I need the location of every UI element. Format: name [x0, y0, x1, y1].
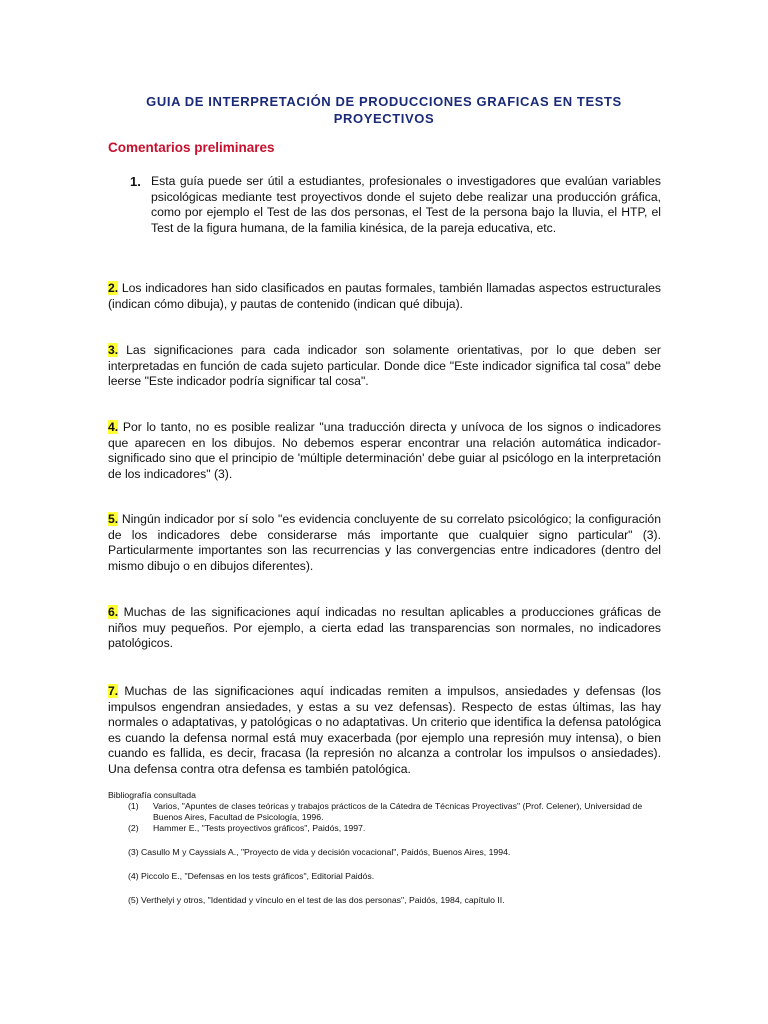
bibliography-ref: [108, 801, 668, 823]
list-item: [108, 684, 661, 778]
bibliography-heading: Bibliografía consultada: [108, 790, 196, 800]
list-item: [108, 420, 661, 482]
item-number: 7.: [108, 684, 119, 698]
document-title: [108, 93, 660, 127]
item-text: Esta guía puede ser útil a estudiantes, profesionales o investigadores que evalúan variables psicológicas mediante test proyectivos donde el sujeto debe realizar una producción gráfica, como por ejemplo el Test de las dos personas, el Test de la persona bajo la lluvia, el HTP, el Test de la figura humana, de la familia kinésica, de la pareja educativa, etc.: [151, 174, 661, 235]
item-text: Las significaciones para cada indicador son solamente orientativas, por lo que deben ser interpretadas en función de cada sujeto particular. Donde dice "Este indicador significa tal cosa" debe leerse "Este indicador podría significar tal cosa".: [108, 343, 661, 389]
bibliography-ref: (5) Verthelyi y otros, "Identidad y vínculo en el test de las dos personas", Paidós, 1984, capítulo II.: [128, 895, 505, 905]
bibliography-ref: (3) Casullo M y Cayssials A., "Proyecto de vida y decisión vocacional", Paidós, Buenos Aires, 1994.: [128, 847, 511, 857]
item-number: 2.: [108, 281, 119, 295]
list-item: [130, 174, 661, 236]
title-line-2: PROYECTIVOS: [333, 111, 435, 126]
item-number: 5.: [108, 512, 119, 526]
item-text: Muchas de las significaciones aquí indicadas remiten a impulsos, ansiedades y defensas (los impulsos engendran ansiedades, y estas a su vez defensas). Respecto de estas últimas, las hay normales o adaptativas, y patológicas o no adaptativas. Un criterio que identifica la defensa patológica es cuando la defensa normal está muy exacerbada (por ejemplo una represión muy intensa), o bien cuando es fallida, es decir, fracasa (la represión no alcanza a controlar los impulsos o ansiedades). Una defensa contra otra defensa es también patológica.: [108, 684, 661, 776]
list-item: [108, 512, 661, 574]
item-number: 4.: [108, 420, 119, 434]
item-text: Los indicadores han sido clasificados en pautas formales, también llamadas aspectos estructurales (indican cómo dibuja), y pautas de contenido (indican qué dibuja).: [108, 281, 661, 311]
section-heading: Comentarios preliminares: [108, 140, 275, 155]
item-text: Muchas de las significaciones aquí indicadas no resultan aplicables a producciones gráficas de niños muy pequeños. Por ejemplo, a cierta edad las transparencias son normales, no indicadores patológicos.: [108, 605, 661, 651]
list-item: [108, 281, 661, 312]
title-line-1: GUIA DE INTERPRETACIÓN DE PRODUCCIONES GRAFICAS EN TESTS: [146, 94, 622, 109]
bibliography-ref: [108, 823, 668, 834]
ref-number: (2): [128, 823, 139, 833]
item-text: Por lo tanto, no es posible realizar "una traducción directa y unívoca de los signos o indicadores que aparecen en los dibujos. No debemos esperar encontrar una relación automática indicador-significado sino que el principio de 'múltiple determinación' debe guiar al psicólogo en la interpretación de los indicadores" (3).: [108, 420, 661, 481]
item-number: 3.: [108, 343, 119, 357]
list-item: [108, 343, 661, 390]
ref-text: Hammer E., "Tests proyectivos gráficos", Paidós, 1997.: [153, 823, 366, 833]
item-text: Ningún indicador por sí solo "es evidencia concluyente de su correlato psicológico; la configuración de los indicadores debe considerarse más importante que cualquier signo particular" (3). Particularmente importantes son las recurrencias y las convergencias entre indicadores (dentro del mismo dibujo o en dibujos diferentes).: [108, 512, 661, 573]
ref-number: (1): [128, 801, 139, 811]
bibliography: [108, 790, 668, 906]
bibliography-ref: (4) Piccolo E., "Defensas en los tests gráficos", Editorial Paidós.: [128, 871, 375, 881]
item-number: 1.: [130, 174, 141, 189]
list-item: [108, 605, 661, 652]
item-number: 6.: [108, 605, 119, 619]
ref-text: Varios, "Apuntes de clases teóricas y trabajos prácticos de la Cátedra de Técnicas Proyectivas" (Prof. Celener), Universidad de Buenos Aires, Facultad de Psicología, 1996.: [153, 801, 643, 822]
